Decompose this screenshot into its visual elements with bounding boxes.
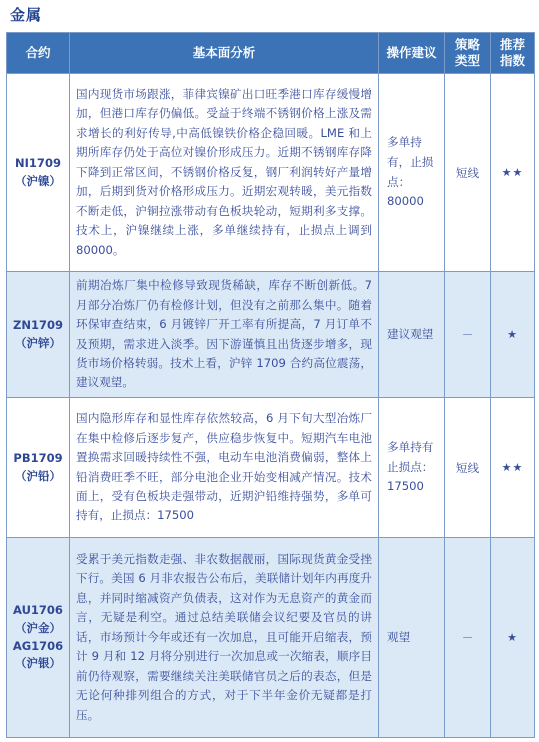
analysis-cell: 国内隐形库存和显性库存依然较高，6 月下旬大型冶炼厂在集中检修后逐步复产，供应稳步恢复中。短期汽车电池置换需求回暖持续性不强，电动车电池消费偏弱，整体上铅消费旺季不旺，部分电池企业开始变相减产情况。技术面上，受有色板块走强带动，近期沪铅维持强势，多单可持有，止损点：17500 [70, 398, 379, 538]
header-strategy [445, 33, 491, 74]
suggestion-cell: 多单持有，止损点：80000 [379, 74, 445, 272]
table-row-zinc [7, 272, 535, 398]
contract-code: ZN1709 [13, 317, 63, 332]
contract-name: （沪镍） [15, 173, 61, 188]
section-title: 金属 [10, 6, 43, 24]
contract-name: （沪金） [15, 620, 61, 635]
header-analysis: 基本面分析 [70, 33, 379, 74]
contract-code-secondary: AG1706 [12, 638, 64, 653]
table-row-lead [7, 398, 535, 538]
rating-stars: ★★ [491, 74, 535, 272]
metals-strategy-table [6, 32, 535, 738]
header-contract: 合约 [7, 33, 70, 74]
rating-stars: ★ [491, 272, 535, 398]
contract-cell [7, 538, 70, 738]
strategy-cell: 短线 [445, 74, 491, 272]
header-suggestion: 操作建议 [379, 33, 445, 74]
contract-cell [7, 398, 70, 538]
table-row-nickel [7, 74, 535, 272]
header-strategy-line1: 策略 [454, 36, 480, 52]
contract-code: PB1709 [13, 450, 63, 465]
rating-stars: ★ [491, 538, 535, 738]
contract-name: （沪锌） [15, 335, 61, 350]
contract-name-secondary: （沪银） [15, 656, 61, 671]
header-rating-line1: 推荐 [499, 36, 525, 52]
analysis-cell: 国内现货市场跟涨，菲律宾镍矿出口旺季港口库存缓慢增加，但港口库存仍偏低。受益于终端不锈钢价格上涨及需求增长的利好传导,中高低镍铁价格企稳回暖。LME 和上期所库存仍处于高位对镍价形成压力。近期不锈钢库存降下降到正常区间，不锈钢价格反复，钢厂利润转好产量增加，后期到货对价格形成压力。近期宏观转暖，美元指数不断走低，沪铜拉涨带动有色板块轮动，短期利多支撑。技术上，沪镍继续上涨，多单继续持有，止损点上调到 80000。 [70, 74, 379, 272]
analysis-cell: 受累于美元指数走强、非农数据靓丽，国际现货黄金受挫下行。美国 6 月非农报告公布后，美联储计划年内再度升息，并同时缩减资产负债表，这对作为无息资产的黄金而言，无疑是利空。通过总结美联储会议纪要及官员的讲话，市场预计今年或还有一次加息，且可能开启缩表，预计 9 月和 12 月将分别进行一次加息或一次缩表，顺序目前仍待观察，需要继续关注美联储官员之后的表态，但是无论何种排列组合的方式，对于下半年金价无疑都是打压。 [70, 538, 379, 738]
analysis-cell: 前期冶炼厂集中检修导致现货稀缺，库存不断创新低。7 月部分冶炼厂仍有检修计划，但没有之前那么集中。随着环保审查结束，6 月镀锌厂开工率有所提高，7 月订单不及预期，需求进入淡季。因下游谨慎且出货逐步增多，现货市场价格转弱。技术上看，沪锌 1709 合约高位震荡，建议观望。 [70, 272, 379, 398]
strategy-cell: － [445, 272, 491, 398]
contract-name: （沪铅） [15, 468, 61, 483]
strategy-cell: 短线 [445, 398, 491, 538]
table-row-gold-silver [7, 538, 535, 738]
header-rating [491, 33, 535, 74]
header-strategy-line2: 类型 [454, 53, 480, 68]
contract-code: AU1706 [13, 602, 63, 617]
contract-code: NI1709 [15, 155, 61, 170]
suggestion-cell: 建议观望 [379, 272, 445, 398]
contract-cell [7, 74, 70, 272]
suggestion-cell: 多单持有止损点：17500 [379, 398, 445, 538]
header-rating-line2: 指数 [499, 53, 525, 68]
contract-cell [7, 272, 70, 398]
suggestion-cell: 观望 [379, 538, 445, 738]
table-header-row [7, 33, 535, 74]
rating-stars: ★★ [491, 398, 535, 538]
strategy-cell: － [445, 538, 491, 738]
